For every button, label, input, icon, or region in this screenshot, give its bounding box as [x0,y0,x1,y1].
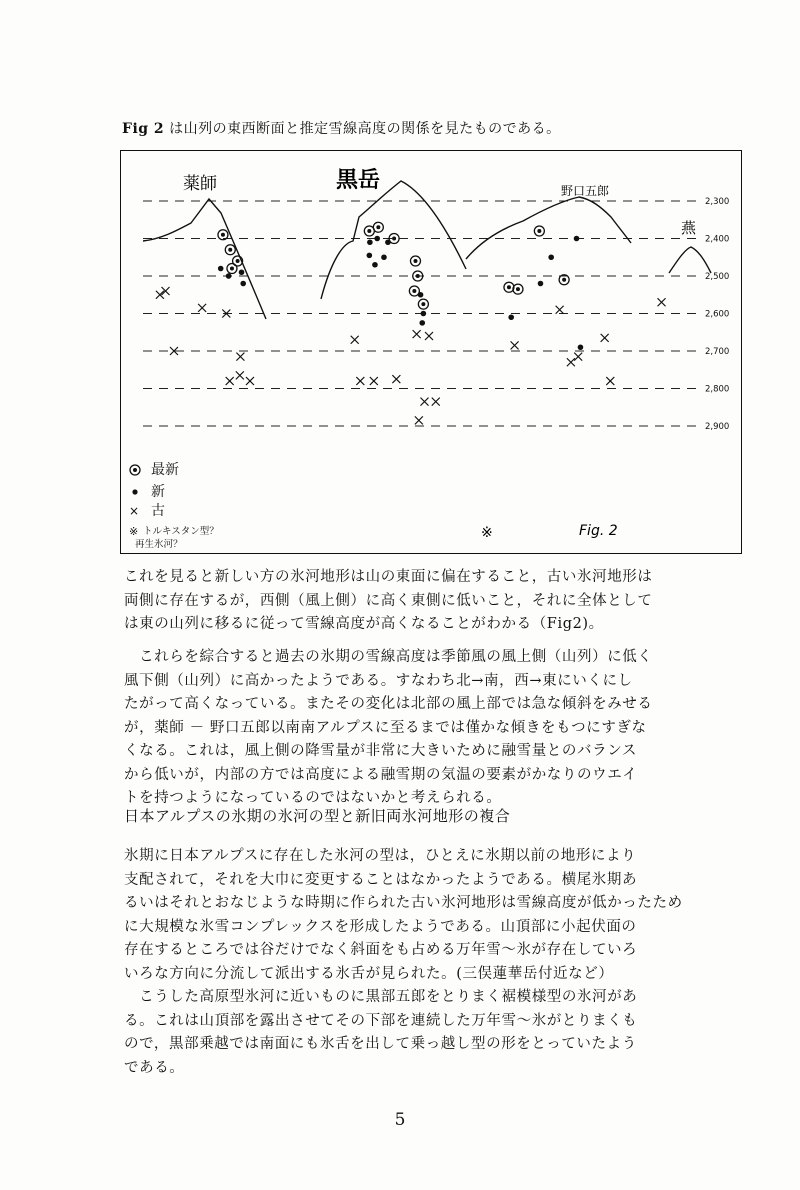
mark-new [418,292,424,298]
mark-new [574,236,580,242]
mark-newest-center [416,274,420,278]
legend-old-symbol: × [129,504,140,518]
paragraph-2-line: が，薬師 － 野口五郎以南南アルプスに至るまでは僅かな傾きをもつにすぎな [124,719,647,736]
legend-newest-symbol-dot [133,468,137,472]
legend-turkestan-symbol: ※ [129,525,139,538]
turkestan-mark: ※ [481,525,493,541]
figure-label: Fig. 2 [579,523,618,539]
page-number: 5 [394,1110,406,1130]
paragraph-3-line: に大規模な氷雪コンプレックスを形成したようである。山頂部に小起伏面の [124,918,637,935]
mark-old [606,377,614,385]
paragraph-3-line: 存在するところでは谷だけでなく斜面をも占める万年雪～氷が存在していろ [124,942,638,958]
paragraph-3-line: るいはそれとおなじような時期に作られた古い氷河地形は雪線高度が低かったため [124,895,683,911]
mark-new [508,314,514,320]
elevation-label-2500: 2,700 [705,347,730,357]
elevation-label-2900: 2,300 [705,197,730,207]
paragraph-2-line: 風下側（山列）に高かったようである。すなわち北→南，西→東にいくにし [124,672,633,689]
paragraph-2 [124,646,736,811]
legend-turkestan-label-2: 再生氷河？ [135,539,183,550]
peak-label-noguchigoro: 野口五郎 [561,184,610,198]
mark-new [239,269,245,275]
glacier-landform-marks [156,222,666,424]
elevation-label-2600: 2,600 [705,309,730,320]
mark-old [567,358,575,366]
peak-label-yakushi: 薬師 [183,174,217,194]
mark-new [367,239,373,245]
paragraph-2-line: トを持つようになっているのではないかと考えられる。 [124,790,502,806]
section-heading: 日本アルプスの氷期の氷河の型と新旧両氷河地形の複合 [124,807,511,825]
mark-newest-center [236,259,240,263]
mark-old [351,336,359,344]
caption-text: は山列の東西断面と推定雪線高度の関係を見たものである。 [169,121,561,137]
mark-old [392,375,400,383]
peak-label-kurobe: 黒岳 [336,168,381,193]
mark-old [198,304,206,312]
mark-newest-center [507,285,511,289]
mark-new [374,236,380,242]
mark-old [246,377,254,385]
paragraph-2-line: これらを綜合すると過去の氷期の雪線高度は季節風の風上側（山列）に低く [124,649,653,665]
elevation-labels [705,197,729,432]
mark-new [578,344,584,350]
peak-label-tsubakuro: 燕 [681,219,697,237]
mark-old [425,332,433,340]
mark-newest-center [367,229,371,233]
mark-old [236,371,244,379]
mark-old [658,298,666,306]
mark-old [156,291,164,299]
mountain-profiles [143,181,711,319]
mark-newest-center [516,287,520,291]
paragraph-3-line: る。これは山頂部を露出させてその下部を連続した万年雪～氷がとりまくも [124,1012,638,1029]
mark-new [385,239,391,245]
paragraph-1-line: 両側に存在するが，西側（風上側）に高く東側に低いこと，それに全体として [124,592,653,609]
mark-new [226,273,232,279]
paragraph-2-line: から低いが，内部の方では高度による融雪期の気温の要素がかなりのウエイ [124,766,638,783]
mark-newest-center [562,278,566,282]
profile-diagram [121,151,741,553]
legend-new-symbol [132,489,137,494]
legend-old-label: 古 [151,503,165,519]
mark-old [574,353,582,361]
mark-old [511,341,519,349]
elevation-label-2700: 2,500 [705,272,730,282]
paragraph-3-line: こうした高原型氷河に近いものに黒部五郎をとりまく裾模様型の氷河があ [124,989,638,1005]
paragraph-1-line: は東の山列に移るに従って雪線高度が高くなることがわかる（Fig2)。 [124,616,604,632]
mark-new [421,311,427,317]
mark-old [601,334,609,342]
mark-old [421,398,429,406]
mark-newest-center [228,248,232,252]
mark-new [367,253,373,259]
yakushi-profile [143,199,266,319]
elevation-label-2300: 2,900 [705,422,730,432]
mark-old [356,377,364,385]
mark-newest-center [221,233,225,237]
paragraph-2-line: くなる。これは，風上側の降雪量が非常に大きいために融雪量とのバランス [124,743,637,759]
mark-newest-center [392,237,396,241]
mark-old [236,353,244,361]
legend-turkestan-label-1: トルキスタン型？ [143,526,219,537]
mark-old [413,330,421,338]
paragraph-2-line: たがって高くなっている。またその変化は北部の風上部では急な傾斜をみせる [124,696,653,712]
paragraph-3-line: 氷期に日本アルプスに存在した氷河の型は，ひとえに氷期以前の地形により [124,848,637,864]
mark-new [372,262,378,268]
mark-new [381,254,387,260]
mark-new [218,266,224,272]
paragraph-3-line: いろな方向に分流して派出する氷舌が見られた。(三俣蓮華岳付近など） [124,965,614,982]
mark-new [548,254,554,260]
elevation-label-2400: 2,800 [705,384,730,395]
paragraph-3-line: ので，黒部乗越では南面にも氷舌を出して乗っ越し型の形をとっていたよう [124,1036,637,1052]
paragraph-3-line: 支配されて，それを大巾に変更することはなかったようである。横尾氷期あ [124,871,638,888]
mark-old [432,398,440,406]
mark-newest-center [421,302,425,306]
elevation-label-2800: 2,400 [705,234,730,245]
mark-new [419,320,425,326]
mark-newest-center [230,267,234,271]
mark-newest-center [413,259,417,263]
figure-reference: Fig 2 [122,121,165,137]
mark-new [538,281,544,287]
paragraph-3 [124,845,736,1080]
mark-old [556,306,564,314]
legend-newest-label: 最新 [151,462,179,478]
mark-old [370,377,378,385]
mark-old [226,377,234,385]
tsubakuro-profile [669,247,711,273]
mark-newest-center [537,229,541,233]
paragraph-3-line: である。 [124,1059,185,1076]
paragraph-1 [124,566,736,637]
paragraph-1-line: これを見ると新しい方の氷河地形は山の東面に偏在すること，古い氷河地形は [124,569,653,585]
mark-old [415,416,423,424]
mark-old [162,287,170,295]
legend [129,462,219,550]
figure-2 [120,150,742,554]
mark-newest-center [412,289,416,293]
figure-caption [122,118,742,138]
noguchigoro-profile [466,197,631,259]
mark-newest-center [376,225,380,229]
legend-new-label: 新 [151,484,165,500]
mark-new [240,281,246,287]
